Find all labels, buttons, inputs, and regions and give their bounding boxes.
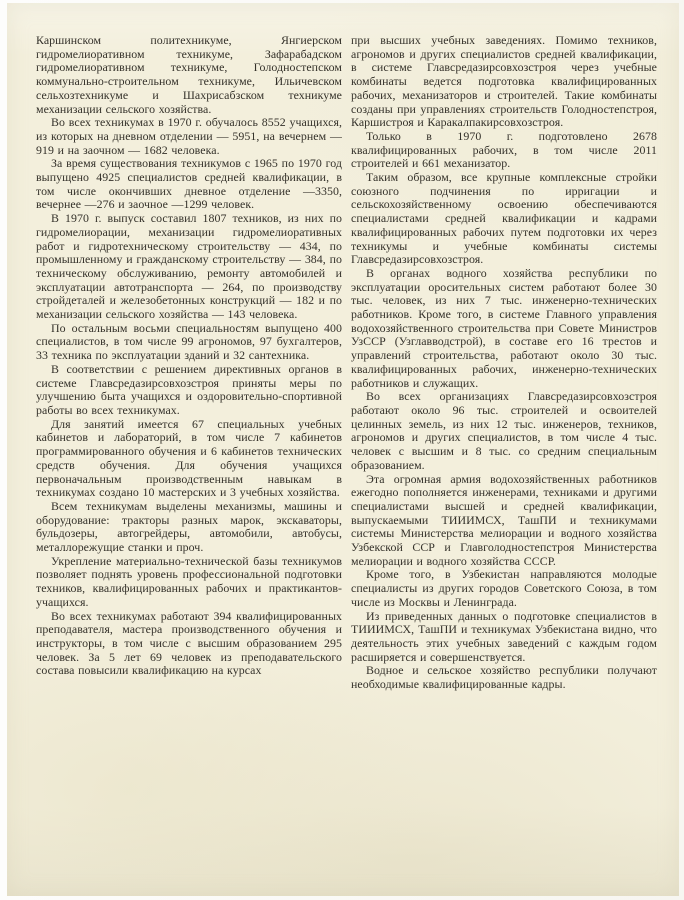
paragraph: Эта огромная армия водохозяйственных работников ежегодно пополняется инженерами, техниками и другими специалистами высшей и средней квалификации, выпускаемыми ТИИИМСХ, ТашПИ и техникумами системы Министерства мелиорации и водного хозяйства Узбекской ССР и Главголодностепстроя Министерства мелиорации и водного хозяйства СССР.: [351, 471, 657, 568]
paragraph: По остальным восьми специальностям выпущено 400 специалистов, в том числе 99 агрономов, 97 бухгалтеров, 33 техника по эксплуатации зданий и 32 сантехника.: [36, 320, 342, 363]
paragraph: Укрепление материально-технической базы техникумов позволяет поднять уровень профессиональной подготовки техников, квалифицированных рабочих и практикантов-учащихся.: [36, 553, 342, 609]
right-column: [351, 34, 657, 692]
paragraph: Во всех организациях Главсредазирсовхозстроя работают около 96 тыс. строителей и освоителей целинных земель, из них 12 тыс. инженеров, техников, агрономов и других специалистов, в том числе 4 тыс. человек с высшим и 8 тыс. со средним специальным образованием.: [351, 389, 657, 472]
paragraph: За время существования техникумов с 1965 по 1970 год выпущено 4925 специалистов средней квалификации, в том числе окончивших дневное отделение —3350, вечернее —276 и заочное —1299 человек.: [36, 156, 342, 212]
paragraph: В органах водного хозяйства республики по эксплуатации оросительных систем работают более 30 тыс. человек, из них 7 тыс. инженерно-технических работников. Кроме того, в системе Главного управления водохозяйственного строительства при Совете Министров УзССР (Узглавводстрой), в составе его 16 трестов и управлений строительства, работают около 30 тыс. квалифицированных рабочих, инженерно-технических работников и служащих.: [351, 265, 657, 390]
paper-background: [7, 3, 679, 896]
text-block: [36, 34, 657, 692]
paragraph: Для занятий имеется 67 специальных учебных кабинетов и лабораторий, в том числе 7 кабинетов программированного обучения и 6 кабинетов технических средств обучения. Для обучения учащихся первоначальным производственным навыкам в техникумах создано 10 мастерских и 3 учебных хозяйства.: [36, 416, 342, 500]
paragraph: Кроме того, в Узбекистан направляются молодые специалисты из других городов Советского Союза, в том числе из Москвы и Ленинграда.: [351, 567, 657, 609]
paragraph: Водное и сельское хозяйство республики получают необходимые квалифицированные кадры.: [351, 663, 657, 692]
paragraph: Из приведенных данных о подготовке специалистов в ТИИИМСХ, ТашПИ и техникумах Узбекистана видно, что деятельность этих учебных заведений с каждым годом расширяется и совершенствуется.: [351, 608, 657, 664]
paragraph: Всем техникумам выделены механизмы, машины и оборудование: тракторы разных марок, экскаваторы, бульдозеры, автогрейдеры, автомобили, автобусы, металлорежущие станки и проч.: [36, 498, 342, 555]
paragraph: В соответствии с решением директивных органов в системе Главсредазирсовхозстроя приняты меры по улучшению быта учащихся и оздоровительно-спортивной работы во всех техникумах.: [36, 361, 342, 417]
paragraph: Каршинском политехникуме, Янгиерском гидромелиоративном техникуме, Зафарабадском гидромелиоративном техникуме, Голодностепском коммунально-строительном техникуме, Ильичевском сельхозтехникуме и Шахрисабзском техникуме механизации сельского хозяйства.: [36, 33, 342, 116]
paragraph: В 1970 г. выпуск составил 1807 техников, из них по гидромелиорации, механизации гидромелиоративных работ и гидротехническому строительству — 434, по промышленному и гражданскому строительству — 384, по техническому обслуживанию, ремонту автомобилей и эксплуатации автотранспорта — 264, по производству стройдеталей и железобетонных конструкций — 182 и по механизации сельского хозяйства — 143 человека.: [36, 211, 342, 322]
paragraph: Во всех техникумах в 1970 г. обучалось 8552 учащихся, из которых на дневном отделении — 5951, на вечернем — 919 и на заочном — 1682 человека.: [36, 115, 342, 157]
paragraph: Таким образом, все крупные комплексные стройки союзного подчинения по ирригации и сельскохозяйственному освоению обеспечиваются специалистами средней квалификации и кадрами квалифицированных рабочих путем подготовки их через техникумы и учебные комбинаты системы Главсредазирсовхозстроя.: [351, 170, 657, 267]
paragraph: при высших учебных заведениях. Помимо техников, агрономов и других специалистов средней квалификации, в системе Главсредазирсовхозстроя через учебные комбинаты ведется подготовка квалифицированных рабочих, механизаторов и строителей. Такие комбинаты созданы при управлениях строительств Голодностепстроя, Каршистроя и Каракалпакирсовхозстроя.: [351, 33, 657, 130]
left-column: [36, 34, 342, 692]
paragraph: Только в 1970 г. подготовлено 2678 квалифицированных рабочих, в том числе 2011 строителей и 661 механизатор.: [351, 128, 657, 171]
paragraph: Во всех техникумах работают 394 квалифицированных преподавателя, мастера производственного обучения и инструкторы, в том числе с высшим образованием 295 человек. За 5 лет 69 человек из преподавательского состава повысили квалификацию на курсах: [36, 608, 342, 678]
